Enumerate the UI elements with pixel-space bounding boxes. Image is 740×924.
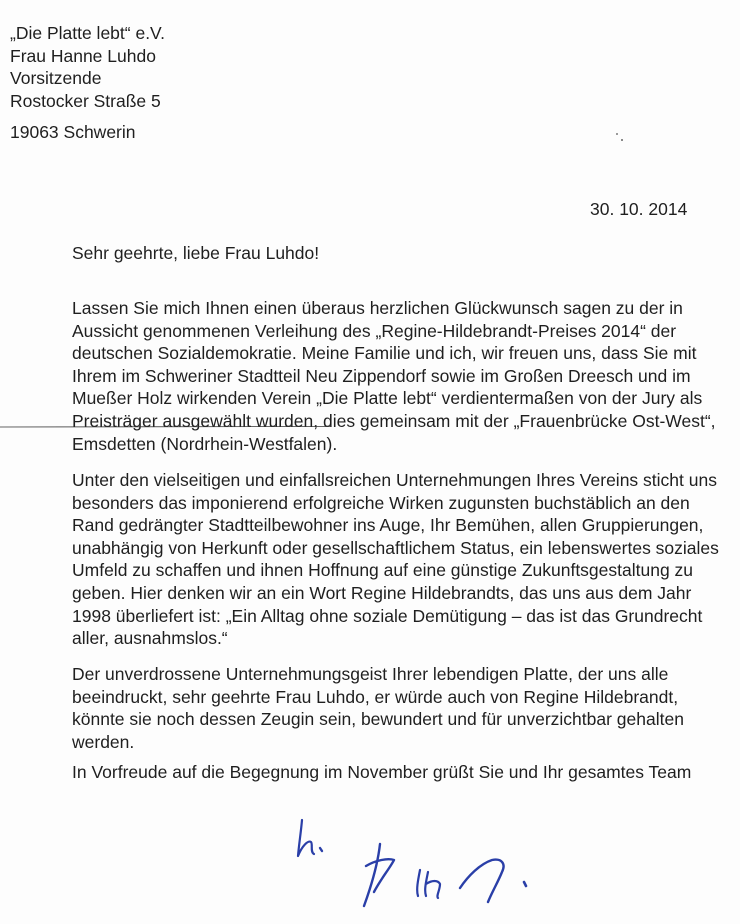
text-line: Lassen Sie mich Ihnen einen überaus herzlichen Glückwunsch sagen zu der in <box>72 298 683 318</box>
letter-date: 30. 10. 2014 <box>590 199 688 219</box>
sender-address <box>10 22 165 112</box>
text-line: Emsdetten (Nordrhein-Westfalen). <box>72 433 338 454</box>
closing-line: In Vorfreude auf die Begegnung im November grüßt Sie und Ihr gesamtes Team <box>72 762 692 782</box>
text-line: Der unverdrossene Unternehmungsgeist Ihrer lebendigen Platte, der uns alle <box>72 664 669 684</box>
text-line: Preisträger ausgewählt wurden, dies gemeinsam mit der „Frauenbrücke Ost-West“, <box>72 410 716 431</box>
text-line: unabhängig von Herkunft oder gesellschaftlichem Status, ein lebenswertes soziales <box>72 537 719 558</box>
text-line: werden. <box>72 731 135 752</box>
pen-stroke-mark <box>0 425 330 429</box>
paragraph-3 <box>72 663 684 753</box>
text-line: geben. Hier denken wir an ein Wort Regine Hildebrandts, das uns aus dem Jahr <box>72 582 692 603</box>
handwritten-signature <box>280 810 560 920</box>
salutation: Sehr geehrte, liebe Frau Luhdo! <box>72 243 320 263</box>
sender-line: „Die Platte lebt“ e.V. <box>10 23 165 43</box>
text-line: deutschen Sozialdemokratie. Meine Familie und ich, wir freuen uns, dass Sie mit <box>72 343 697 364</box>
text-line: Umfeld zu schaffen und ihnen Hoffnung auf eine günstige Zukunftsgestaltung zu <box>72 560 694 581</box>
text-line: Unter den vielseitigen und einfallsreichen Unternehmungen Ihres Vereins sticht uns <box>72 470 717 490</box>
text-line: Ihrem im Schweriner Stadtteil Neu Zippendorf sowie im Großen Dreesch und im <box>72 365 691 386</box>
text-line: besonders das imponierend erfolgreiche Wirken zugunsten buchstäblich an den <box>72 492 690 513</box>
text-line: aller, ausnahmslos.“ <box>72 628 228 649</box>
scan-speck <box>615 132 625 142</box>
text-line: könnte sie noch dessen Zeugin sein, bewundert und für unverzichtbar gehalten <box>72 709 684 730</box>
sender-line: Vorsitzende <box>10 68 102 88</box>
paragraph-1 <box>72 297 716 455</box>
sender-line: Rostocker Straße 5 <box>10 90 161 111</box>
text-line: beeindruckt, sehr geehrte Frau Luhdo, er würde auch von Regine Hildebrandt, <box>72 686 679 707</box>
text-line: Rand gedrängter Stadtteilbewohner ins Auge, Ihr Bemühen, allen Gruppierungen, <box>72 515 704 536</box>
sender-line: Frau Hanne Luhdo <box>10 45 156 66</box>
sender-city: 19063 Schwerin <box>10 122 136 142</box>
text-line: Aussicht genommenen Verleihung des „Regine-Hildebrandt-Preises 2014“ der <box>72 320 677 341</box>
paragraph-2 <box>72 469 719 650</box>
text-line: Mueßer Holz wirkenden Verein „Die Platte lebt“ verdientermaßen von der Jury als <box>72 388 703 409</box>
text-line: 1998 überliefert ist: „Ein Alltag ohne soziale Demütigung – das ist das Grundrecht <box>72 605 703 626</box>
